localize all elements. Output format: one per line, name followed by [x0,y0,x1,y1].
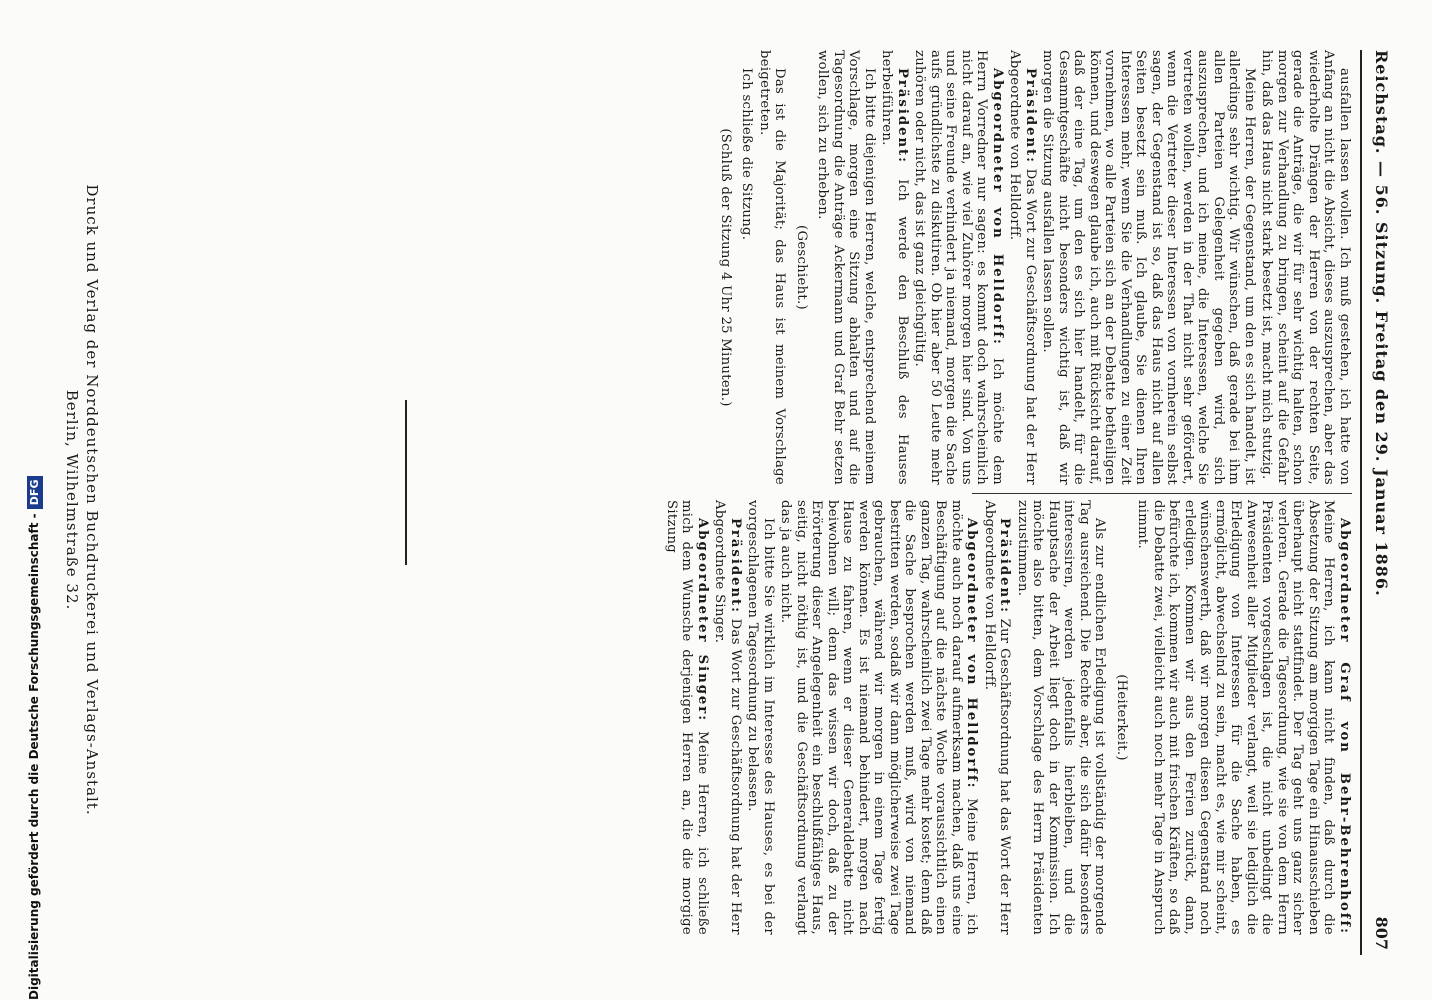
speaker-name: Abgeordneter von Helldorff: [964,518,980,790]
imprint-footer [62,50,102,950]
speaker-name: Präsident: [997,518,1013,615]
text-paragraph: ausfallen lassen wollen. Ich muß gestehen, ich hatte von Anfang an nicht die Absicht, dieses auszusprechen, aber das wiederholte Drängen der Herren von der rechten Seite, gerade die Anträge, die wir für sehr wichtig halten, schon morgen zur Verhandlung zu bringen, scheint auf die Gefahr hin, daß das Haus nicht stark besetzt ist, macht mich stutzig. [1259,50,1352,485]
speaker-name: Abgeordneter Singer: [695,518,710,723]
left-column [662,500,1353,935]
dfg-credit [23,480,45,1000]
speaker-name: Präsident: [1023,68,1038,165]
speech-text: Ich möchte dem Herrn Vorredner nur sagen: es kommt doch wahrscheinlich nicht darauf an, wie viel Zuhörer morgen hier sind. Von uns und seine Freunde verhindert ja niemand, morgen die Sache aufs gründlichste zu diskutiren. Ob hier aber 50 Leute mehr zuhören oder nicht, das ist ganz gleichgültig. [912,50,1005,485]
speaker-name: Abgeordneter Graf von Behr-Behrenhoff: [1337,518,1352,935]
speaker-name: Abgeordneter von Helldorff: [990,68,1005,346]
speech-text: Das Wort zur Geschäftsordnung hat der Herr Abgeordnete Singer. [712,500,743,936]
imprint-line-1: Druck und Verlag der Norddeutschen Buchdruckerei und Verlags-Anstalt. [83,184,101,816]
text-paragraph: Ich bitte Sie wirklich im Interesse des Hauses, es bei der vorgeschlagenen Tagesordnung zu belassen. [745,500,776,935]
speech-text: Zur Geschäftsordnung hat das Wort der Herr Abgeordnete von Helldorff. [982,500,1013,935]
speech-text: Meine Herren, ich kann nicht finden, daß durch die Absetzung der Sitzung am morgigen Tage ein Hinausschieben überhaupt nicht stattfindet. Der Tag geht uns ganz sicher verloren. Gerade die Tagesordnung, wie sie von dem Herrn Präsidenten vorgeschlagen ist, die nicht unbedingt die Anwesenheit aller Mitglieder verlangt, weil sie lediglich die Erledigung von Interessen für die Sache haben, es ermöglicht, abwechselnd zu sein, macht es, wie mir scheint, wünschenswerth, daß wir morgen diesen Gegenstand noch erledigen. Kommen wir aus den Ferien zurück, dann, befürchte ich, kommen wir auch mit frischen Kräften, so daß die Debatte zwei, vielleicht auch noch mehr Tage in Anspruch nimmt. [1135,500,1337,935]
stage-direction: (Geschieht.) [794,225,809,310]
text-paragraph: Ich bitte diejenigen Herren, welche, entsprechend meinem Vorschlage, morgen eine Sitzung abhalten und auf die Tagesordnung die Anträge Ackermann und Graf Behr setzen wollen, sich zu erheben. [815,50,877,485]
column-divider [972,493,1352,494]
dfg-credit-text: Digitalisierung gefördert durch die Deutsche Forschungsgemeinschaft - [27,513,41,1000]
speech-paragraph [982,500,1013,935]
speech-text: Ich werde den Beschluß des Hauses herbeiführen. [879,50,910,486]
text-paragraph: Ich schließe die Sitzung. [739,68,755,241]
right-column [712,50,1353,485]
dfg-logo-badge: DFG [27,476,43,510]
speech-text: Das Wort zur Geschäftsordnung hat der Herr Abgeordnete von Helldorff. [1007,50,1038,486]
page-header [1362,50,1402,950]
dfg-sidebar [1,479,41,1000]
speech-paragraph [1007,50,1038,485]
speech-paragraph [912,50,1005,485]
stage-direction: (Schluß der Sitzung 4 Uhr 25 Minuten.) [718,128,733,407]
speech-paragraph [1135,500,1352,935]
speaker-name: Präsident: [895,68,910,165]
speech-paragraph [664,500,711,935]
running-head: Reichstag. — 56. Sitzung. Freitag den 29. Januar 1886. [1372,50,1392,597]
speech-text: Meine Herren, ich schließe mich dem Wunsche derjenigen Herren an, die die morgige Sitzung [664,500,710,935]
text-paragraph: Das ist die Majorität; das Haus ist meinem Vorschlage beigetreten. [757,50,788,485]
stage-direction: (Heiterkeit.) [1114,674,1129,761]
speech-text: Meine Herren, ich möchte auch noch darauf aufmerksam machen, daß uns eine Beschäftigung auf die nächste Woche voraussichtlich einen ganzen Tag, wahrscheinlich zwei Tage mehr kostet; denn daß die Sache besprochen werden muß, wird von niemand bestritten werden, sodaß wir dann möglicherweise zwei Tage gebrauchen, während wir morgen in einem Tage fertig werden können. Es ist niemand behindert, morgen nach Hause zu fahren, wenn er dieser Generaldebatte nicht beiwohnen will; denn das wissen wir doch, daß zu der Erörterung dieser Angelegenheit ein beschlußfähiges Haus, seitig, nicht nöthig ist, und die Geschäftsordnung verlangt das ja auch nicht. [778,500,980,935]
imprint-line-2: Berlin, Wilhelmstraße 32. [63,389,81,611]
stray-rule [405,400,407,565]
page-number: 807 [1372,916,1392,950]
speech-paragraph [712,500,743,935]
header-rule [1360,50,1362,955]
speech-paragraph [879,50,910,485]
text-paragraph: Meine Herren, der Gegenstand, um den es sich handelt, ist allerdings sehr wichtig. Wir wünschen, daß gerade bei ihm allen Parteien Gelegenheit gegeben wird, sich auszusprechen, und ich meine, die Interessen, welche Sie vertreten wollen, werden in der That nicht sehr gefördert, wenn die Vertreter dieser Interessen von vornherein selbst sagen, der Gegenstand ist so, daß das Haus nicht auf allen Seiten besetzt sein muß. Ich glaube, Sie dienen Ihren Interessen mehr, wenn Sie die Verhandlungen zu einer Zeit vornehmen, wo alle Parteien sich an der Debatte betheiligen können, und deswegen glaube ich, auch mit Rücksicht darauf, daß der eine Tag, um den es sich hier handelt, für die Gesammtgeschäfte nicht besonders wichtig ist, daß wir morgen die Sitzung ausfallen lassen sollen. [1040,50,1257,485]
speaker-name: Präsident: [728,518,743,615]
text-paragraph: Als zur endlichen Erledigung ist vollständig der morgende Tag ausreichend. Die Rechte aber, die sich dafür besonders interessiren, werden jedenfalls hierbleiben, und die Hauptsache der Arbeit liegt doch in der Kommission. Ich möchte also bitten, dem Vorschlage des Herrn Präsidenten zuzustimmen. [1015,500,1108,935]
speech-paragraph [778,500,980,935]
